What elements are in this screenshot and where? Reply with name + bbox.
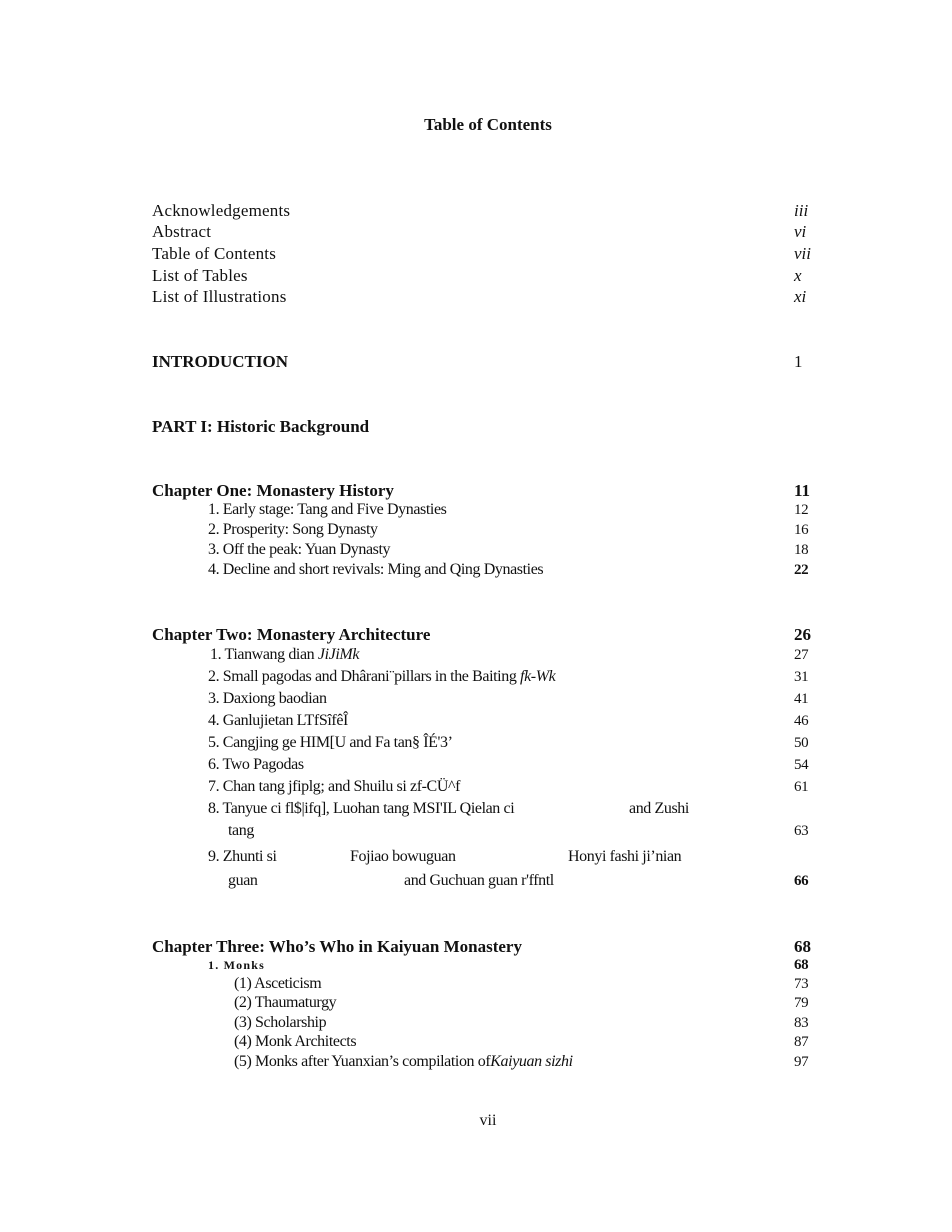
toc-entry-page: 16 — [794, 522, 809, 538]
toc-subentry[interactable] — [208, 799, 816, 819]
toc-entry-page: 18 — [794, 542, 809, 558]
toc-entry-chinese: JiJiMk — [317, 646, 360, 663]
toc-entry-label: 7. Chan tang jfiplg; and Shuilu si zf-CÜ^f — [208, 778, 461, 795]
toc-entry-label-cont: Fojiao bowuguan — [350, 848, 456, 865]
toc-entry-label: INTRODUCTION — [152, 352, 289, 371]
toc-entry-label: (2) Thaumaturgy — [234, 994, 337, 1011]
toc-subentry[interactable] — [210, 645, 816, 665]
toc-entry-page: 97 — [794, 1054, 809, 1070]
toc-entry-page: 46 — [794, 713, 809, 729]
toc-subentry[interactable] — [208, 520, 816, 540]
toc-entry-label: PART I: Historic Background — [152, 417, 370, 436]
toc-subentry-continuation[interactable] — [228, 871, 816, 891]
toc-entry-page: 12 — [794, 502, 809, 518]
toc-entry-page: 27 — [794, 647, 809, 663]
toc-entry-label: Chapter Three: Who’s Who in Kaiyuan Monastery — [152, 937, 522, 956]
toc-subentry-continuation[interactable] — [228, 821, 816, 841]
toc-entry-label: Chapter Two: Monastery Architecture — [152, 625, 431, 644]
toc-entry-page: vii — [794, 244, 811, 263]
toc-entry-label: 2. Prosperity: Song Dynasty — [208, 521, 378, 538]
toc-entry-label: 8. Tanyue ci fl$|ifq], Luohan tang MSI'IL Qielan ci — [208, 800, 515, 817]
toc-entry-label: (5) Monks after Yuanxian’s compilation of — [234, 1053, 491, 1070]
toc-introduction[interactable] — [152, 351, 816, 373]
toc-entry-page: 68 — [794, 957, 809, 973]
toc-entry-label: List of Illustrations — [152, 287, 287, 306]
toc-entry-page: 63 — [794, 823, 809, 839]
toc-entry-label: 1. Tianwang dian — [210, 646, 315, 663]
toc-entry-label: 4. Ganlujietan LTfSîfêÎ — [208, 712, 348, 729]
toc-subentry[interactable] — [208, 500, 816, 520]
toc-entry-label: Abstract — [152, 222, 212, 241]
toc-entry-label-cont: and Guchuan guan r'ffntl — [404, 872, 554, 889]
toc-subentry[interactable] — [234, 1032, 816, 1052]
toc-entry-label: (1) Asceticism — [234, 975, 322, 992]
toc-entry-label: Chapter One: Monastery History — [152, 481, 394, 500]
toc-entry[interactable] — [152, 200, 816, 222]
toc-entry-page: 54 — [794, 757, 809, 773]
toc-entry-label: List of Tables — [152, 266, 248, 285]
toc-entry-label: 9. Zhunti si — [208, 848, 277, 865]
toc-entry-page: xi — [794, 287, 807, 306]
toc-entry-label-cont: tang — [228, 822, 254, 839]
toc-entry[interactable] — [152, 286, 816, 308]
toc-chapter-heading[interactable] — [152, 936, 816, 958]
toc-entry-page: 73 — [794, 976, 809, 992]
toc-entry-label: 5. Cangjing ge HIM[U and Fa tan§ ÎÉ'3’ — [208, 734, 453, 751]
toc-entry-page: vi — [794, 222, 807, 241]
toc-entry-page: 87 — [794, 1034, 809, 1050]
toc-subentry[interactable] — [234, 1013, 816, 1033]
toc-entry-label: (4) Monk Architects — [234, 1033, 357, 1050]
toc-entry-label: 1. Monks — [208, 958, 265, 972]
toc-subentry[interactable] — [208, 560, 816, 580]
toc-entry-page: 68 — [794, 937, 811, 956]
toc-subentry[interactable] — [234, 974, 816, 994]
toc-subentry[interactable] — [208, 733, 816, 753]
toc-entry-label: 4. Decline and short revivals: Ming and Qing Dynasties — [208, 561, 544, 578]
page-number: vii — [479, 1112, 497, 1129]
toc-entry-label: Acknowledgements — [152, 201, 291, 220]
toc-entry-label: 6. Two Pagodas — [208, 756, 304, 773]
toc-subentry[interactable] — [208, 777, 816, 797]
toc-entry-label-cont: guan — [228, 872, 258, 889]
toc-entry-label: (3) Scholarship — [234, 1014, 327, 1031]
toc-subentry[interactable] — [234, 1052, 816, 1072]
toc-entry-page: 41 — [794, 691, 809, 707]
toc-entry-page: 1 — [794, 352, 803, 371]
toc-entry-page: iii — [794, 201, 809, 220]
toc-entry-chinese: fk-Wk — [520, 668, 556, 685]
toc-subentry[interactable] — [208, 540, 816, 560]
toc-entry-label: 2. Small pagodas and Dhârani¨pillars in the Baiting — [208, 668, 517, 685]
toc-entry-label: 1. Early stage: Tang and Five Dynasties — [208, 501, 447, 518]
toc-entry-page: 22 — [794, 562, 809, 578]
toc-entry[interactable] — [152, 243, 816, 265]
toc-subentry[interactable] — [208, 711, 816, 731]
toc-entry-page: 50 — [794, 735, 809, 751]
toc-entry-label-cont: Honyi fashi ji’nian — [568, 848, 682, 865]
toc-entry[interactable] — [152, 265, 816, 287]
toc-subentry[interactable] — [208, 847, 816, 867]
toc-entry-label: Table of Contents — [152, 244, 277, 263]
toc-entry-label-cont: and Zushi — [629, 800, 689, 817]
toc-chapter-heading[interactable] — [152, 624, 816, 646]
toc-subentry[interactable] — [208, 755, 816, 775]
toc-chapter-heading[interactable] — [152, 480, 816, 502]
toc-entry-page: 31 — [794, 669, 809, 685]
toc-entry-page: 11 — [794, 481, 811, 500]
toc-entry-page: 79 — [794, 995, 809, 1011]
toc-entry-page: x — [794, 266, 802, 285]
toc-subentry[interactable] — [208, 667, 816, 687]
toc-section-heading[interactable] — [208, 956, 816, 974]
toc-entry[interactable] — [152, 221, 816, 243]
toc-entry-page: 83 — [794, 1015, 809, 1031]
page-title: Table of Contents — [424, 115, 552, 134]
toc-entry-page: 26 — [794, 625, 811, 644]
toc-subentry[interactable] — [208, 689, 816, 709]
toc-subentry[interactable] — [234, 993, 816, 1013]
toc-entry-title: Kaiyuan sizhi — [490, 1053, 573, 1070]
toc-part-heading — [152, 416, 816, 438]
toc-entry-label: 3. Daxiong baodian — [208, 690, 327, 707]
toc-entry-label: 3. Off the peak: Yuan Dynasty — [208, 541, 391, 558]
toc-entry-page: 66 — [794, 873, 809, 889]
toc-entry-page: 61 — [794, 779, 809, 795]
